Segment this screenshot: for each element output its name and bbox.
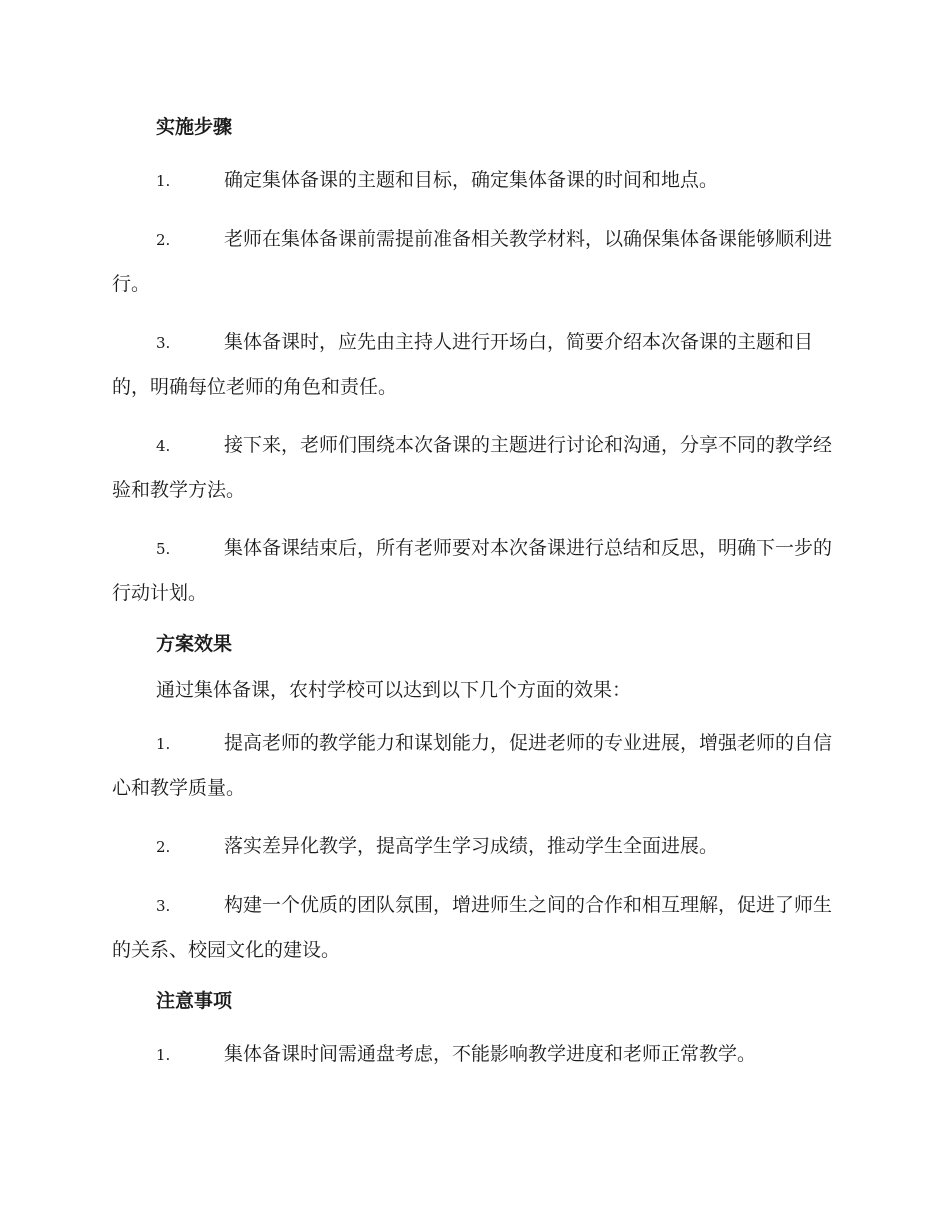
list-item <box>112 1032 832 1077</box>
list-item <box>112 423 832 512</box>
section-heading-steps: 实施步骤 <box>156 116 233 138</box>
section-heading-notes: 注意事项 <box>156 990 233 1012</box>
list-item-text: 集体备课时，应先由主持人进行开场白，简要介绍本次备课的主题和目的，明确每位老师的角色和责任。 <box>112 331 814 398</box>
list-number: 2. <box>156 231 171 249</box>
section-heading-effects: 方案效果 <box>156 633 233 655</box>
list-item <box>112 217 832 306</box>
list-item-text: 确定集体备课的主题和目标，确定集体备课的时间和地点。 <box>224 169 719 191</box>
list-item-text: 老师在集体备课前需提前准备相关教学材料，以确保集体备课能够顺利进行。 <box>112 228 833 295</box>
list-item-text: 接下来，老师们围绕本次备课的主题进行讨论和沟通，分享不同的教学经验和教学方法。 <box>112 434 833 501</box>
list-item-text: 构建一个优质的团队氛围，增进师生之间的合作和相互理解，促进了师生的关系、校园文化的建设。 <box>112 894 833 961</box>
section-intro: 通过集体备课，农村学校可以达到以下几个方面的效果： <box>156 679 632 701</box>
list-number: 1. <box>156 1046 171 1064</box>
list-item <box>112 158 832 203</box>
list-number: 2. <box>156 838 171 856</box>
list-item <box>112 883 832 972</box>
list-item <box>112 824 832 869</box>
list-number: 4. <box>156 437 171 455</box>
list-item-text: 落实差异化教学，提高学生学习成绩，推动学生全面进展。 <box>224 835 719 857</box>
list-item-text: 集体备课时间需通盘考虑，不能影响教学进度和老师正常教学。 <box>224 1043 757 1065</box>
list-number: 5. <box>156 540 171 558</box>
list-item <box>112 320 832 409</box>
list-number: 1. <box>156 735 171 753</box>
list-number: 1. <box>156 172 171 190</box>
list-item-text: 集体备课结束后，所有老师要对本次备课进行总结和反思，明确下一步的行动计划。 <box>112 537 833 604</box>
list-item <box>112 721 832 810</box>
list-number: 3. <box>156 334 171 352</box>
list-item <box>112 526 832 615</box>
list-number: 3. <box>156 897 171 915</box>
list-item-text: 提高老师的教学能力和谋划能力，促进老师的专业进展，增强老师的自信心和教学质量。 <box>112 732 833 799</box>
